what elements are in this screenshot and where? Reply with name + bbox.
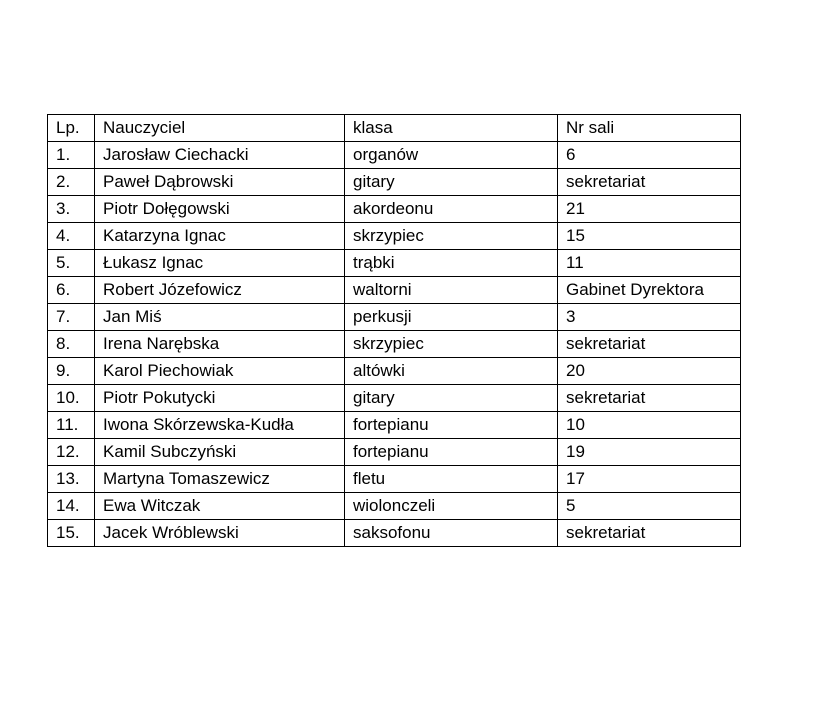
cell-lp: 15.	[48, 520, 95, 547]
table-row	[48, 142, 741, 169]
cell-room: Gabinet Dyrektora	[558, 277, 741, 304]
cell-room: sekretariat	[558, 520, 741, 547]
cell-teacher: Iwona Skórzewska-Kudła	[95, 412, 345, 439]
cell-lp: 10.	[48, 385, 95, 412]
table-body	[48, 142, 741, 547]
cell-lp: 11.	[48, 412, 95, 439]
cell-teacher: Kamil Subczyński	[95, 439, 345, 466]
cell-teacher: Robert Józefowicz	[95, 277, 345, 304]
cell-class: organów	[345, 142, 558, 169]
cell-room: 19	[558, 439, 741, 466]
cell-lp: 3.	[48, 196, 95, 223]
cell-room: 6	[558, 142, 741, 169]
table-row	[48, 358, 741, 385]
cell-class: gitary	[345, 385, 558, 412]
table-row	[48, 277, 741, 304]
cell-lp: 5.	[48, 250, 95, 277]
cell-class: skrzypiec	[345, 223, 558, 250]
table-row	[48, 304, 741, 331]
cell-teacher: Jarosław Ciechacki	[95, 142, 345, 169]
cell-class: akordeonu	[345, 196, 558, 223]
cell-teacher: Karol Piechowiak	[95, 358, 345, 385]
cell-lp: 7.	[48, 304, 95, 331]
header-row	[48, 115, 741, 142]
cell-class: wiolonczeli	[345, 493, 558, 520]
cell-lp: 9.	[48, 358, 95, 385]
cell-lp: 6.	[48, 277, 95, 304]
teacher-room-table	[47, 114, 741, 547]
cell-class: gitary	[345, 169, 558, 196]
cell-lp: 13.	[48, 466, 95, 493]
header-room: Nr sali	[558, 115, 741, 142]
cell-class: perkusji	[345, 304, 558, 331]
cell-lp: 4.	[48, 223, 95, 250]
cell-room: 10	[558, 412, 741, 439]
cell-room: sekretariat	[558, 385, 741, 412]
header-class: klasa	[345, 115, 558, 142]
cell-teacher: Łukasz Ignac	[95, 250, 345, 277]
cell-teacher: Jacek Wróblewski	[95, 520, 345, 547]
cell-class: saksofonu	[345, 520, 558, 547]
cell-room: sekretariat	[558, 169, 741, 196]
table-row	[48, 196, 741, 223]
table-row	[48, 223, 741, 250]
table-row	[48, 250, 741, 277]
header-teacher: Nauczyciel	[95, 115, 345, 142]
table-row	[48, 169, 741, 196]
cell-teacher: Piotr Pokutycki	[95, 385, 345, 412]
cell-lp: 2.	[48, 169, 95, 196]
cell-teacher: Martyna Tomaszewicz	[95, 466, 345, 493]
table-header	[48, 115, 741, 142]
cell-class: fortepianu	[345, 412, 558, 439]
cell-class: altówki	[345, 358, 558, 385]
cell-room: 17	[558, 466, 741, 493]
table-row	[48, 385, 741, 412]
table-row	[48, 466, 741, 493]
cell-teacher: Jan Miś	[95, 304, 345, 331]
cell-room: 5	[558, 493, 741, 520]
cell-teacher: Paweł Dąbrowski	[95, 169, 345, 196]
table-row	[48, 412, 741, 439]
cell-teacher: Ewa Witczak	[95, 493, 345, 520]
cell-room: 20	[558, 358, 741, 385]
cell-room: sekretariat	[558, 331, 741, 358]
cell-lp: 14.	[48, 493, 95, 520]
cell-class: fortepianu	[345, 439, 558, 466]
cell-room: 3	[558, 304, 741, 331]
cell-lp: 8.	[48, 331, 95, 358]
table-row	[48, 331, 741, 358]
table-row	[48, 520, 741, 547]
cell-class: fletu	[345, 466, 558, 493]
cell-class: trąbki	[345, 250, 558, 277]
table-row	[48, 439, 741, 466]
cell-lp: 12.	[48, 439, 95, 466]
cell-lp: 1.	[48, 142, 95, 169]
cell-room: 11	[558, 250, 741, 277]
cell-teacher: Piotr Dołęgowski	[95, 196, 345, 223]
table-row	[48, 493, 741, 520]
header-lp: Lp.	[48, 115, 95, 142]
cell-class: waltorni	[345, 277, 558, 304]
cell-class: skrzypiec	[345, 331, 558, 358]
cell-room: 15	[558, 223, 741, 250]
cell-room: 21	[558, 196, 741, 223]
cell-teacher: Irena Narębska	[95, 331, 345, 358]
cell-teacher: Katarzyna Ignac	[95, 223, 345, 250]
